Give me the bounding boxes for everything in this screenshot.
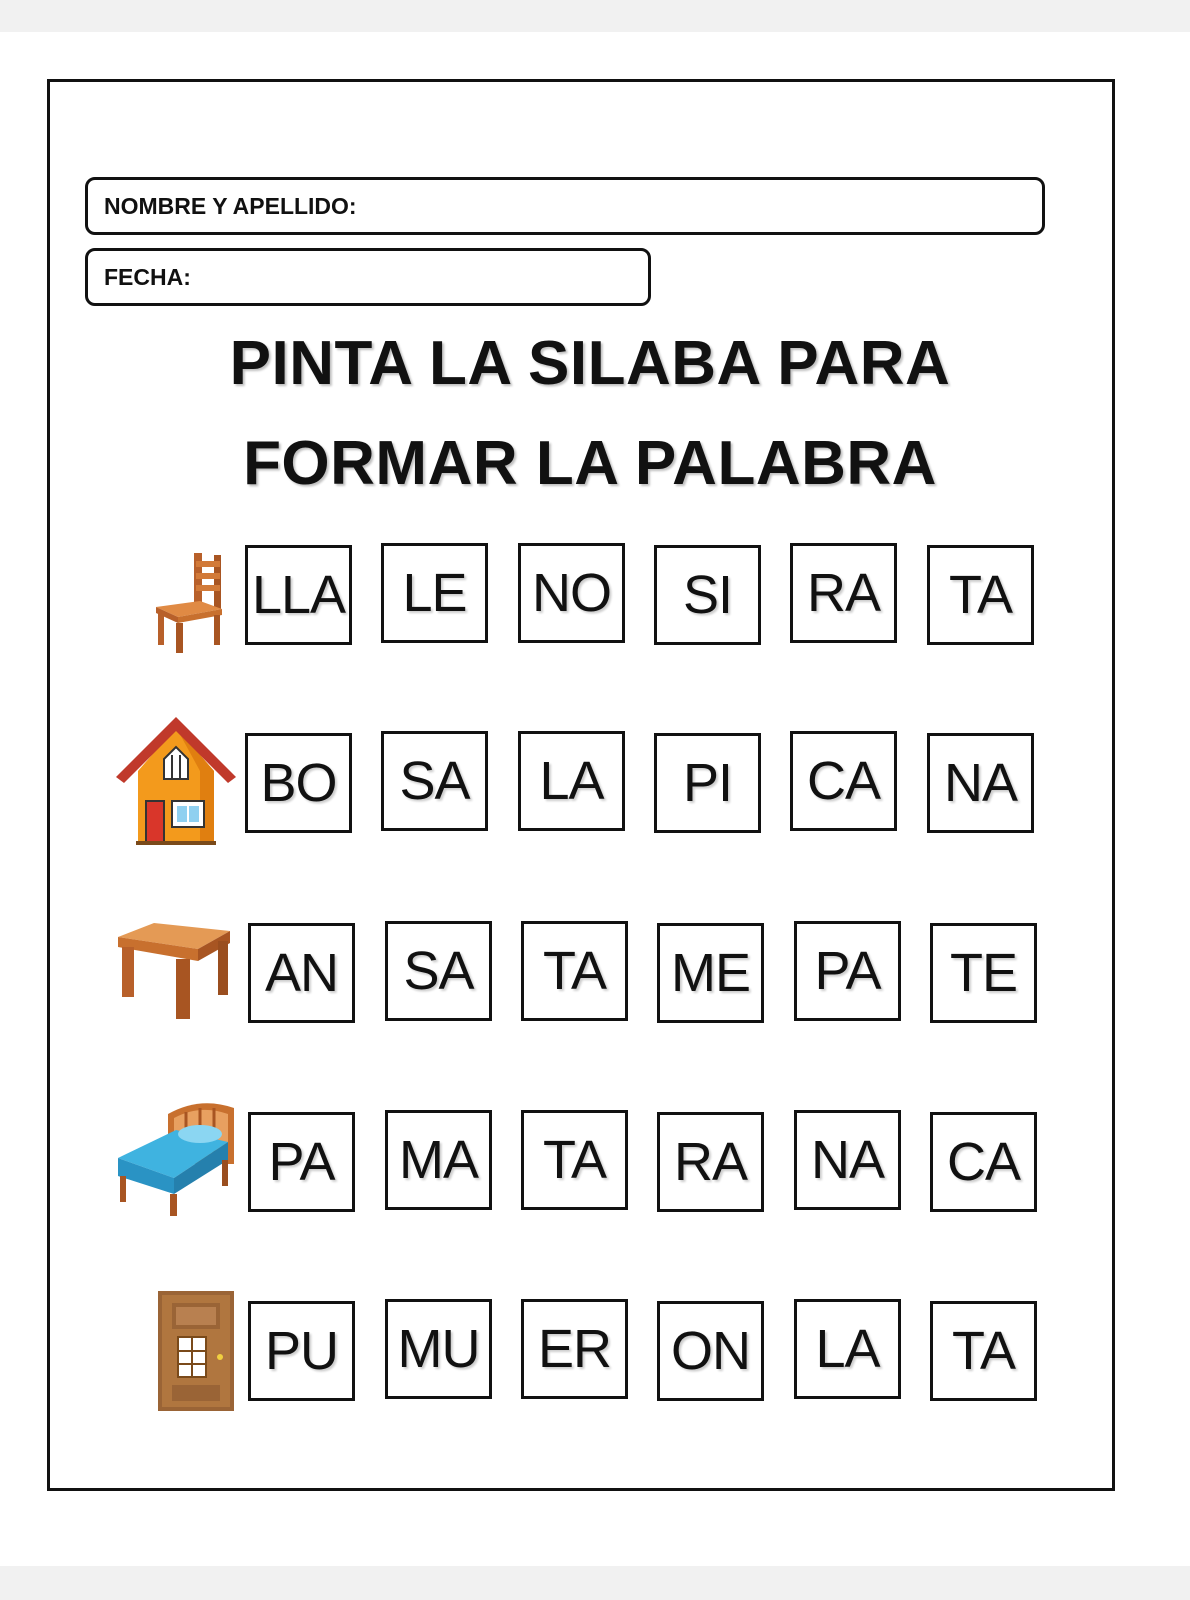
syllable-box[interactable]: RA (790, 543, 897, 643)
syllable-box[interactable]: BO (245, 733, 352, 833)
syllable-box[interactable]: LLA (245, 545, 352, 645)
syllable-box[interactable]: CA (930, 1112, 1037, 1212)
syllable-box[interactable]: TA (927, 545, 1034, 645)
syllable-box[interactable]: CA (790, 731, 897, 831)
syllable-box[interactable]: SA (385, 921, 492, 1021)
syllable-box[interactable]: ME (657, 923, 764, 1023)
syllable-box[interactable]: SI (654, 545, 761, 645)
syllable-box[interactable]: PA (248, 1112, 355, 1212)
bed-icon (116, 1094, 238, 1218)
syllable-row-table (0, 921, 1190, 1031)
syllable-box[interactable]: TA (521, 1110, 628, 1210)
chair-icon (150, 551, 225, 653)
syllable-box[interactable]: LA (794, 1299, 901, 1399)
syllable-box[interactable]: RA (657, 1112, 764, 1212)
syllable-box[interactable]: TA (521, 921, 628, 1021)
house-icon (114, 715, 238, 845)
syllable-row-house (0, 731, 1190, 841)
syllable-box[interactable]: TE (930, 923, 1037, 1023)
syllable-box[interactable]: NA (927, 733, 1034, 833)
table-icon (114, 921, 232, 1021)
name-field[interactable] (85, 177, 1045, 235)
worksheet-title-line-1: PINTA LA SILABA PARA (229, 329, 951, 398)
syllable-box[interactable]: PI (654, 733, 761, 833)
syllable-box[interactable]: MA (385, 1110, 492, 1210)
syllable-box[interactable]: TA (930, 1301, 1037, 1401)
date-field-label: FECHA: (104, 263, 191, 290)
syllable-box[interactable]: PU (248, 1301, 355, 1401)
syllable-box[interactable]: ON (657, 1301, 764, 1401)
syllable-box[interactable]: LE (381, 543, 488, 643)
syllable-box[interactable]: NA (794, 1110, 901, 1210)
name-field-label: NOMBRE Y APELLIDO: (104, 192, 357, 219)
worksheet-title-line-2: FORMAR LA PALABRA (243, 429, 937, 498)
door-icon (158, 1291, 234, 1411)
syllable-box[interactable]: SA (381, 731, 488, 831)
syllable-row-door (0, 1299, 1190, 1409)
syllable-box[interactable]: PA (794, 921, 901, 1021)
syllable-box[interactable]: AN (248, 923, 355, 1023)
syllable-box[interactable]: MU (385, 1299, 492, 1399)
syllable-row-chair (0, 543, 1190, 653)
date-field[interactable] (85, 248, 651, 306)
syllable-box[interactable]: ER (521, 1299, 628, 1399)
syllable-box[interactable]: LA (518, 731, 625, 831)
syllable-box[interactable]: NO (518, 543, 625, 643)
syllable-row-bed (0, 1110, 1190, 1220)
